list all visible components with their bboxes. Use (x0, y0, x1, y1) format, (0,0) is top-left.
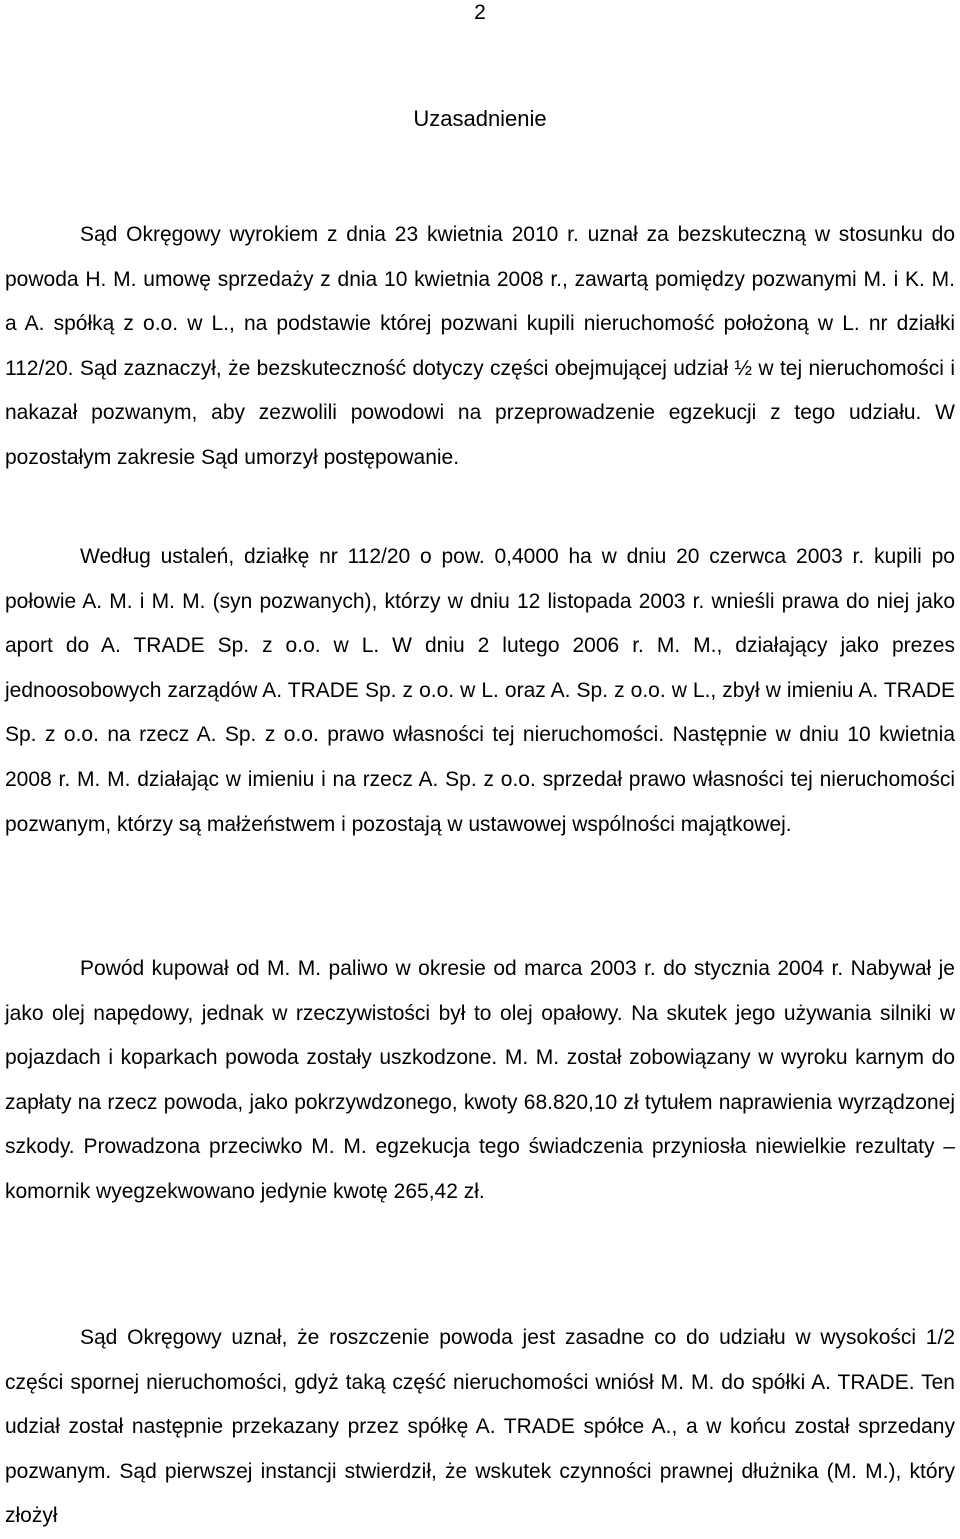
document-title: Uzasadnienie (413, 106, 547, 131)
paragraph-text: Według ustaleń, działkę nr 112/20 o pow. 0,4000 ha w dniu 20 czerwca 2003 r. kupili po połowie A. M. i M. M. (syn pozwanych), którzy w dniu 12 listopada 2003 r. wnieśli prawa do niej jako aport do A. TRADE Sp. z o.o. w L. W dniu 2 lutego 2006 r. M. M., działający jako prezes jednoosobowych zarządów A. TRADE Sp. z o.o. w L. oraz A. Sp. z o.o. w L., zbył w imieniu A. TRADE Sp. z o.o. na rzecz A. Sp. z o.o. prawo własności tej nieruchomości. Następnie w dniu 10 kwietnia 2008 r. M. M. działając w imieniu i na rzecz A. Sp. z o.o. sprzedał prawo własności tej nieruchomości pozwanym, którzy są małżeństwem i pozostają w ustawowej wspólności majątkowej. (5, 545, 955, 836)
paragraph-4 (5, 1316, 955, 1539)
paragraph-3 (5, 947, 955, 1215)
paragraph-text: Powód kupował od M. M. paliwo w okresie od marca 2003 r. do stycznia 2004 r. Nabywał je jako olej napędowy, jednak w rzeczywistości był to olej opałowy. Na skutek jego używania silniki w pojazdach i koparkach powoda zostały uszkodzone. M. M. został zobowiązany w wyroku karnym do zapłaty na rzecz powoda, jako pokrzywdzonego, kwoty 68.820,10 zł tytułem naprawienia wyrządzonej szkody. Prowadzona przeciwko M. M. egzekucja tego świadczenia przyniosła niewielkie rezultaty – komornik wyegzekwowano jedynie kwotę 265,42 zł. (5, 957, 955, 1203)
paragraph-text: Sąd Okręgowy wyrokiem z dnia 23 kwietnia 2010 r. uznał za bezskuteczną w stosunku do powoda H. M. umowę sprzedaży z dnia 10 kwietnia 2008 r., zawartą pomiędzy pozwanymi M. i K. M. a A. spółką z o.o. w L., na podstawie której pozwani kupili nieruchomość położoną w L. nr działki 112/20. Sąd zaznaczył, że bezskuteczność dotyczy części obejmującej udział ½ w tej nieruchomości i nakazał pozwanym, aby zezwolili powodowi na przeprowadzenie egzekucji z tego udziału. W pozostałym zakresie Sąd umorzył postępowanie. (5, 223, 955, 469)
paragraph-text: Sąd Okręgowy uznał, że roszczenie powoda jest zasadne co do udziału w wysokości 1/2 części spornej nieruchomości, gdyż taką część nieruchomości wniósł M. M. do spółki A. TRADE. Ten udział został następnie przekazany przez spółkę A. TRADE spółce A., a w końcu został sprzedany pozwanym. Sąd pierwszej instancji stwierdził, że wskutek czynności prawnej dłużnika (M. M.), który złożył (5, 1326, 955, 1528)
page-number: 2 (474, 1, 486, 24)
paragraph-2 (5, 535, 955, 847)
paragraph-1 (5, 213, 955, 481)
